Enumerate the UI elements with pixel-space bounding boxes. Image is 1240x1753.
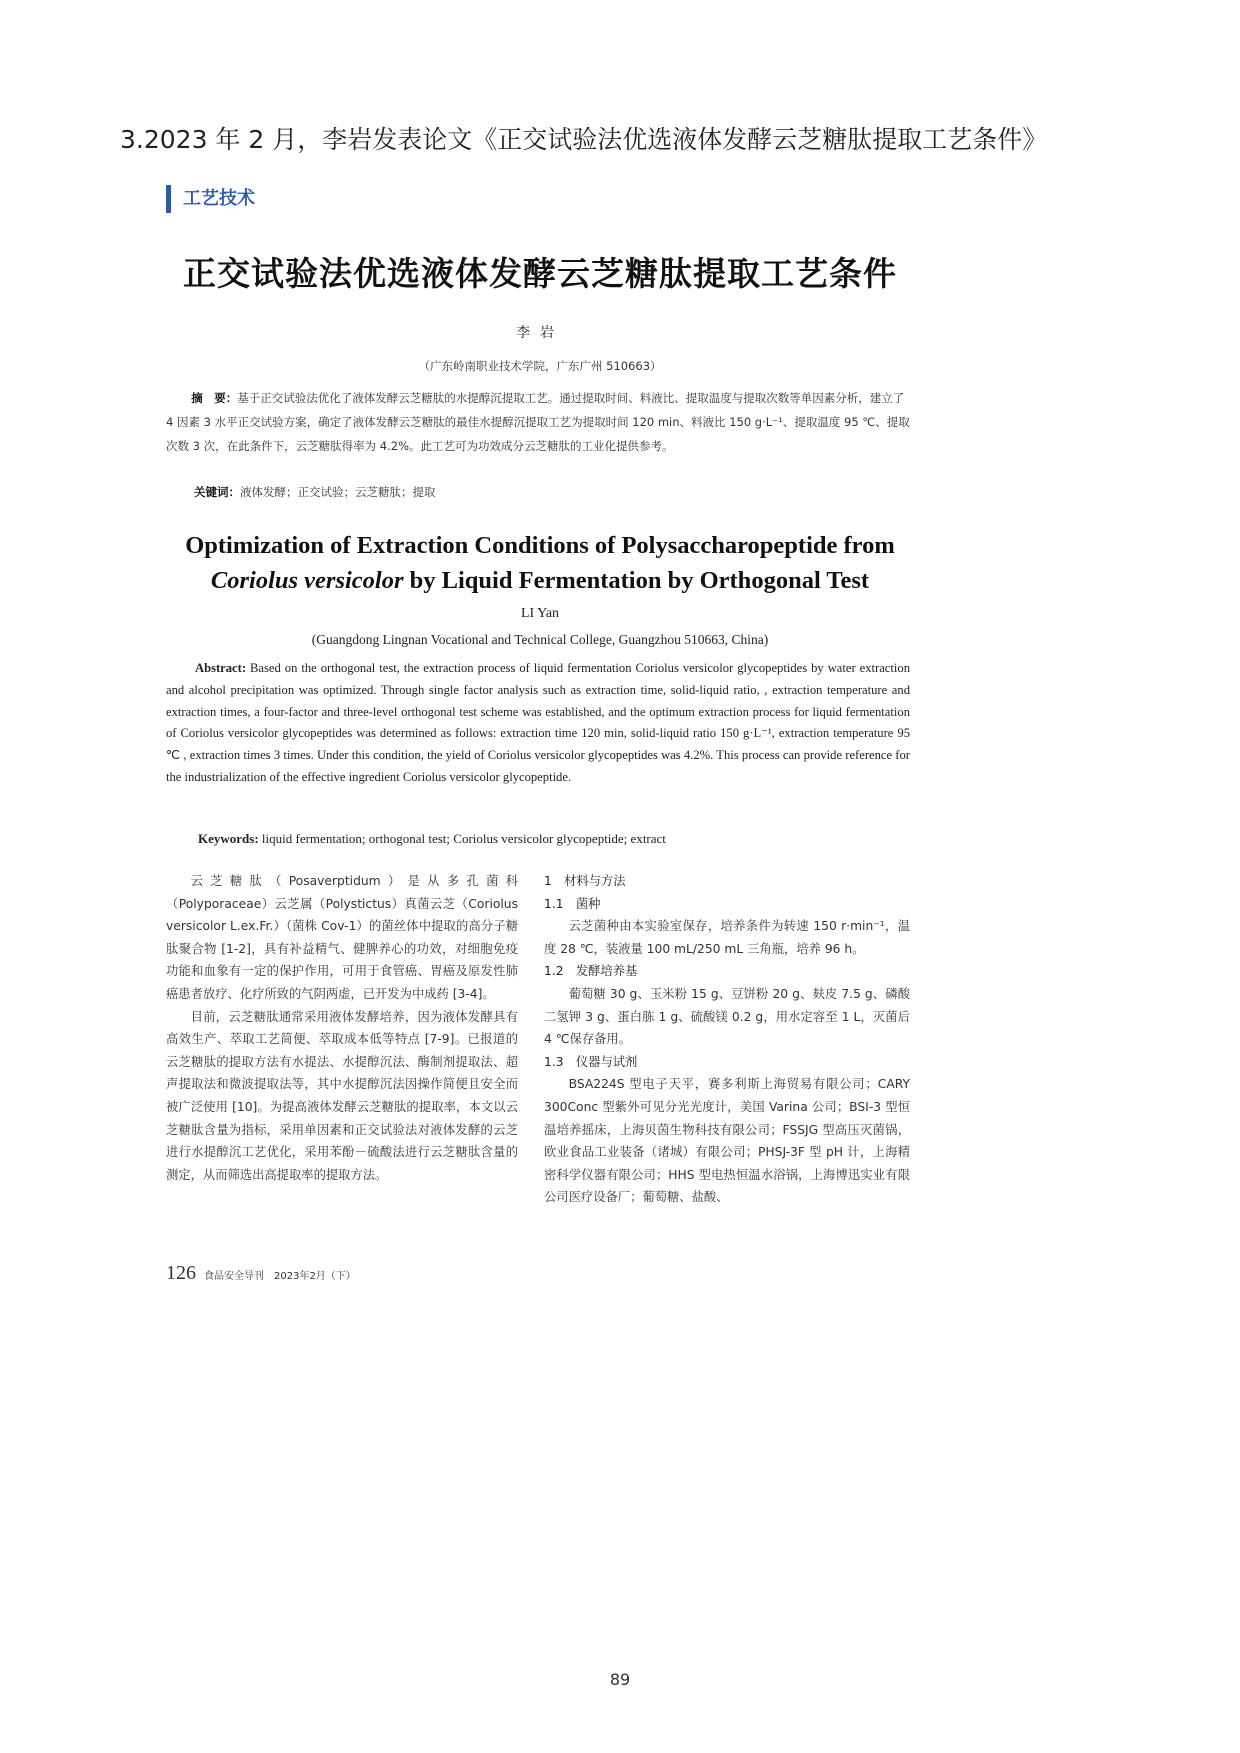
section-heading-1-3: 1.3 仪器与试剂 bbox=[544, 1054, 638, 1069]
document-caption: 3.2023 年 2 月，李岩发表论文《正交试验法优选液体发酵云芝糖肽提取工艺条件》 bbox=[120, 125, 1048, 154]
section-heading-1: 1 材料与方法 bbox=[544, 874, 626, 888]
english-title bbox=[150, 528, 930, 598]
chinese-abstract-label: 摘 要： bbox=[191, 391, 238, 405]
page-number: 89 bbox=[609, 1670, 631, 1689]
journal-footer bbox=[166, 1262, 356, 1285]
paper-scan bbox=[150, 170, 930, 1355]
chinese-keywords bbox=[194, 484, 910, 500]
english-title-line2: by Liquid Fermentation by Orthogonal Test bbox=[403, 567, 870, 594]
chinese-affiliation: （广东岭南职业技术学院，广东广州 510663） bbox=[418, 359, 662, 373]
chinese-abstract-text: 基于正交试验法优化了液体发酵云芝糖肽的水提醇沉提取工艺。通过提取时间、料液比、提取温度与提取次数等单因素分析，建立了 4 因素 3 水平正交试验方案，确定了液体发酵云芝糖肽的最佳水提醇沉提取工艺为提取时间 120 min、料液比 150 g·L⁻¹、提取温度 95 ℃、提取次数 3 次，在此条件下，云芝糖肽得率为 4.2%。此工艺可为功效成分云芝糖肽的工业化提供参考。 bbox=[166, 391, 910, 453]
chinese-author: 李岩 bbox=[516, 325, 564, 341]
chinese-keywords-label: 关键词： bbox=[194, 485, 240, 499]
english-keywords-text: liquid fermentation; orthogonal test; Coriolus versicolor glycopeptide; extract bbox=[261, 831, 666, 846]
english-author: LI Yan bbox=[520, 606, 560, 621]
journal-name: 食品安全导刊 2023年2月（下） bbox=[204, 1271, 356, 1282]
section-heading-1-1: 1.1 菌种 bbox=[544, 896, 601, 911]
english-abstract bbox=[166, 658, 910, 789]
english-affiliation: (Guangdong Lingnan Vocational and Technical College, Guangzhou 510663, China) bbox=[311, 632, 769, 647]
english-title-species: Coriolus versicolor bbox=[210, 567, 404, 594]
section-tag: 工艺技术 bbox=[166, 185, 255, 213]
chinese-abstract bbox=[166, 386, 910, 458]
section-heading-1-2: 1.2 发酵培养基 bbox=[544, 964, 638, 979]
english-title-line1: Optimization of Extraction Conditions of Polysaccharopeptide from bbox=[185, 532, 895, 559]
body-left-column bbox=[166, 870, 518, 1186]
chinese-title: 正交试验法优选液体发酵云芝糖肽提取工艺条件 bbox=[183, 254, 897, 293]
intro-paragraph-2: 目前，云芝糖肽通常采用液体发酵培养，因为液体发酵具有高效生产、萃取工艺简便、萃取成本低等特点 [7-9]。已报道的云芝糖肽的提取方法有水提法、水提醇沉法、酶制剂提取法、超声提取法和微波提取法等，其中水提醇沉法因操作简便且安全而被广泛使用 [10]。为提高液体发酵云芝糖肽的提取率，本文以云芝糖肽含量为指标，采用单因素和正交试验法对液体发酵的云芝进行水提醇沉工艺优化，采用苯酚－硫酸法进行云芝糖肽含量的测定，从而筛选出高提取率的提取方法。 bbox=[166, 1009, 518, 1182]
section-1-1-text: 云芝菌种由本实验室保存，培养条件为转速 150 r·min⁻¹，温度 28 ℃，装液量 100 mL/250 mL 三角瓶，培养 96 h。 bbox=[544, 919, 910, 956]
journal-page-number: 126 bbox=[166, 1262, 196, 1284]
body-right-column bbox=[544, 870, 910, 1209]
english-keywords bbox=[198, 831, 910, 847]
english-keywords-label: Keywords: bbox=[198, 831, 259, 846]
section-1-2-text: 葡萄糖 30 g、玉米粉 15 g、豆饼粉 20 g、麸皮 7.5 g、磷酸二氢钾 3 g、蛋白胨 1 g、硫酸镁 0.2 g，用水定容至 1 L，灭菌后 4 ℃保存备用。 bbox=[544, 986, 910, 1047]
chinese-keywords-text: 液体发酵；正交试验；云芝糖肽；提取 bbox=[240, 485, 436, 499]
intro-paragraph-1: 云芝糖肽（Posaverptidum）是从多孔菌科（Polyporaceae）云芝属（Polystictus）真菌云芝（Coriolus versicolor L.ex.Fr.）（菌株 Cov-1）的菌丝体中提取的高分子糖肽聚合物 [1-2]，具有补益精气、健脾养心的功效，对细胞免疫功能和血象有一定的保护作用，可用于食管癌、胃癌及原发性肺癌患者放疗、化疗所致的气阴两虚，已开发为中成药 [3-4]。 bbox=[166, 874, 518, 1001]
section-1-3-text: BSA224S 型电子天平，赛多利斯上海贸易有限公司；CARY 300Conc 型紫外可见分光光度计，美国 Varina 公司；BSI-3 型恒温培养摇床，上海贝茵生物科技有限公司；FSSJG 型高压灭菌锅，欧业食品工业装备（诸城）有限公司；PHSJ-3F 型 pH 计，上海精密科学仪器有限公司；HHS 型电热恒温水浴锅，上海博迅实业有限公司医疗设备厂；葡萄糖、盐酸、 bbox=[544, 1077, 910, 1205]
english-abstract-label: Abstract: bbox=[194, 661, 247, 675]
english-abstract-text: Based on the orthogonal test, the extraction process of liquid fermentation Coriolus versicolor glycopeptides by water extraction and alcohol precipitation was optimized. Through single factor analysis such as extraction time, solid-liquid ratio, , extraction temperature and extraction times, a four-factor and three-level orthogonal test scheme was established, and the optimum extraction process for liquid fermentation of Coriolus versicolor glycopeptides was determined as follows: extraction time 120 min, solid-liquid ratio 150 g·L⁻¹, extraction temperature 95 ℃ , extraction times 3 times. Under this condition, the yield of Coriolus versicolor glycopeptides was 4.2%. This process can provide reference for the industrialization of the effective ingredient Coriolus versicolor glycopeptide. bbox=[166, 661, 910, 784]
